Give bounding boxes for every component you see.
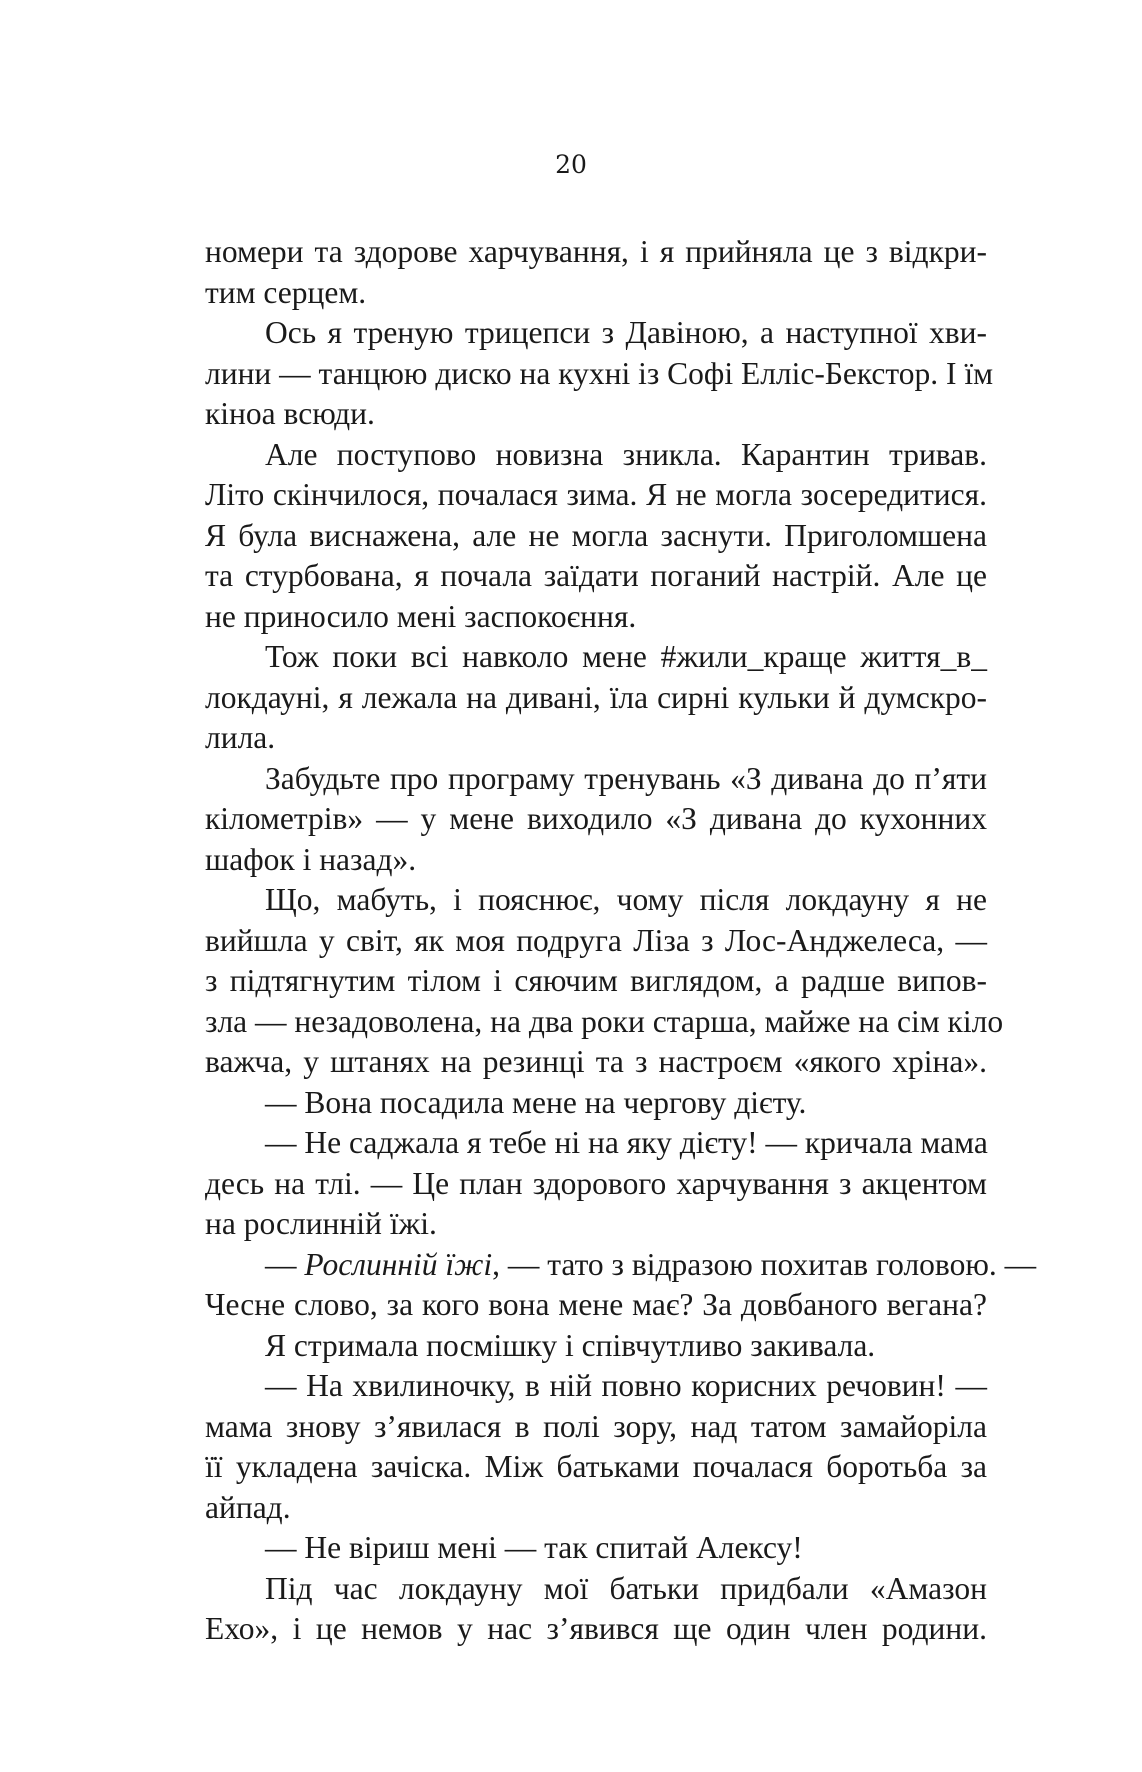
text-line: десь на тлі. — Це план здорового харчування з акцентом — [205, 1165, 987, 1201]
text-line: Тож поки всі навколо мене #жили_краще життя_в_ — [265, 639, 987, 674]
text-line: Але поступово новизна зникла. Карантин тривав. — [265, 436, 987, 472]
text-line: її укладена зачіска. Між батьками почалася боротьба за — [205, 1449, 987, 1484]
text-line: айпад. — [205, 1489, 291, 1525]
text-line: з підтягнутим тілом і сяючим виглядом, а радше випов- — [205, 963, 987, 998]
text-line: Я стримала посмішку і співчутливо закивала. — [265, 1327, 876, 1363]
text-line: вийшла у світ, як моя подруга Ліза з Лос-Анджелеса, — — [205, 922, 987, 958]
text-line: локдауні, я лежала на дивані, їла сирні кульки й думскро- — [205, 679, 987, 715]
page-number: 20 — [555, 150, 587, 179]
text-line: кілометрів» — у мене виходило «З дивана до кухонних — [205, 801, 987, 836]
text-line: Ехо», і це немов у нас з’явився ще один член родини. — [205, 1611, 987, 1646]
text-line: важча, у штанях на резинці та з настроєм «якого хріна». — [205, 1044, 987, 1079]
text-line: Чесне слово, за кого вона мене має? За довбаного вегана? — [205, 1287, 987, 1322]
text-line: — На хвилиночку, в ній повно корисних речовин! — — [265, 1368, 987, 1403]
text-line: Ось я треную трицепси з Давіною, а наступної хви- — [265, 315, 987, 350]
text-line: — Не віриш мені — так спитай Алексу! — [265, 1530, 803, 1565]
text-line: лини — танцюю диско на кухні із Софі Елліс-Бекстор. І їм — [205, 355, 994, 391]
italic-run: Рослинній їжі — [304, 1246, 493, 1282]
text-line: та стурбована, я почала заїдати поганий настрій. Але це — [205, 558, 987, 593]
body-text — [205, 232, 1037, 1650]
text-line: Літо скінчилося, почалася зима. Я не могла зосередитися. — [205, 477, 987, 512]
text-line: тим серцем. — [205, 274, 367, 310]
text-line: кіноа всюди. — [205, 396, 375, 431]
text-line: Я була виснажена, але не могла заснути. Приголомшена — [205, 517, 987, 553]
text-line: Під час локдауну мої батьки придбали «Амазон — [265, 1570, 987, 1606]
text-line: номери та здорове харчування, і я прийняла це з відкри- — [205, 234, 987, 269]
text-line: мама знову з’явилася в полі зору, над татом замайоріла — [205, 1408, 987, 1444]
text-line: шафок і назад». — [205, 841, 417, 877]
text-line: — Вона посадила мене на чергову дієту. — [265, 1084, 807, 1120]
text-line: — Рослинній їжі, — тато з відразою похитав головою. — — [265, 1246, 1037, 1282]
text-line: Що, мабуть, і пояснює, чому після локдауну я не — [265, 882, 987, 917]
text-line: — Не саджала я тебе ні на яку дієту! — кричала мама — [265, 1125, 988, 1160]
text-line: на рослинній їжі. — [205, 1206, 437, 1241]
text-line: зла — незадоволена, на два роки старша, майже на сім кіло — [205, 1003, 1004, 1039]
text-line: Забудьте про програму тренувань «З дивана до п’яти — [265, 760, 987, 796]
text-line: не приносило мені заспокоєння. — [205, 598, 637, 634]
text-line: лила. — [205, 720, 276, 755]
